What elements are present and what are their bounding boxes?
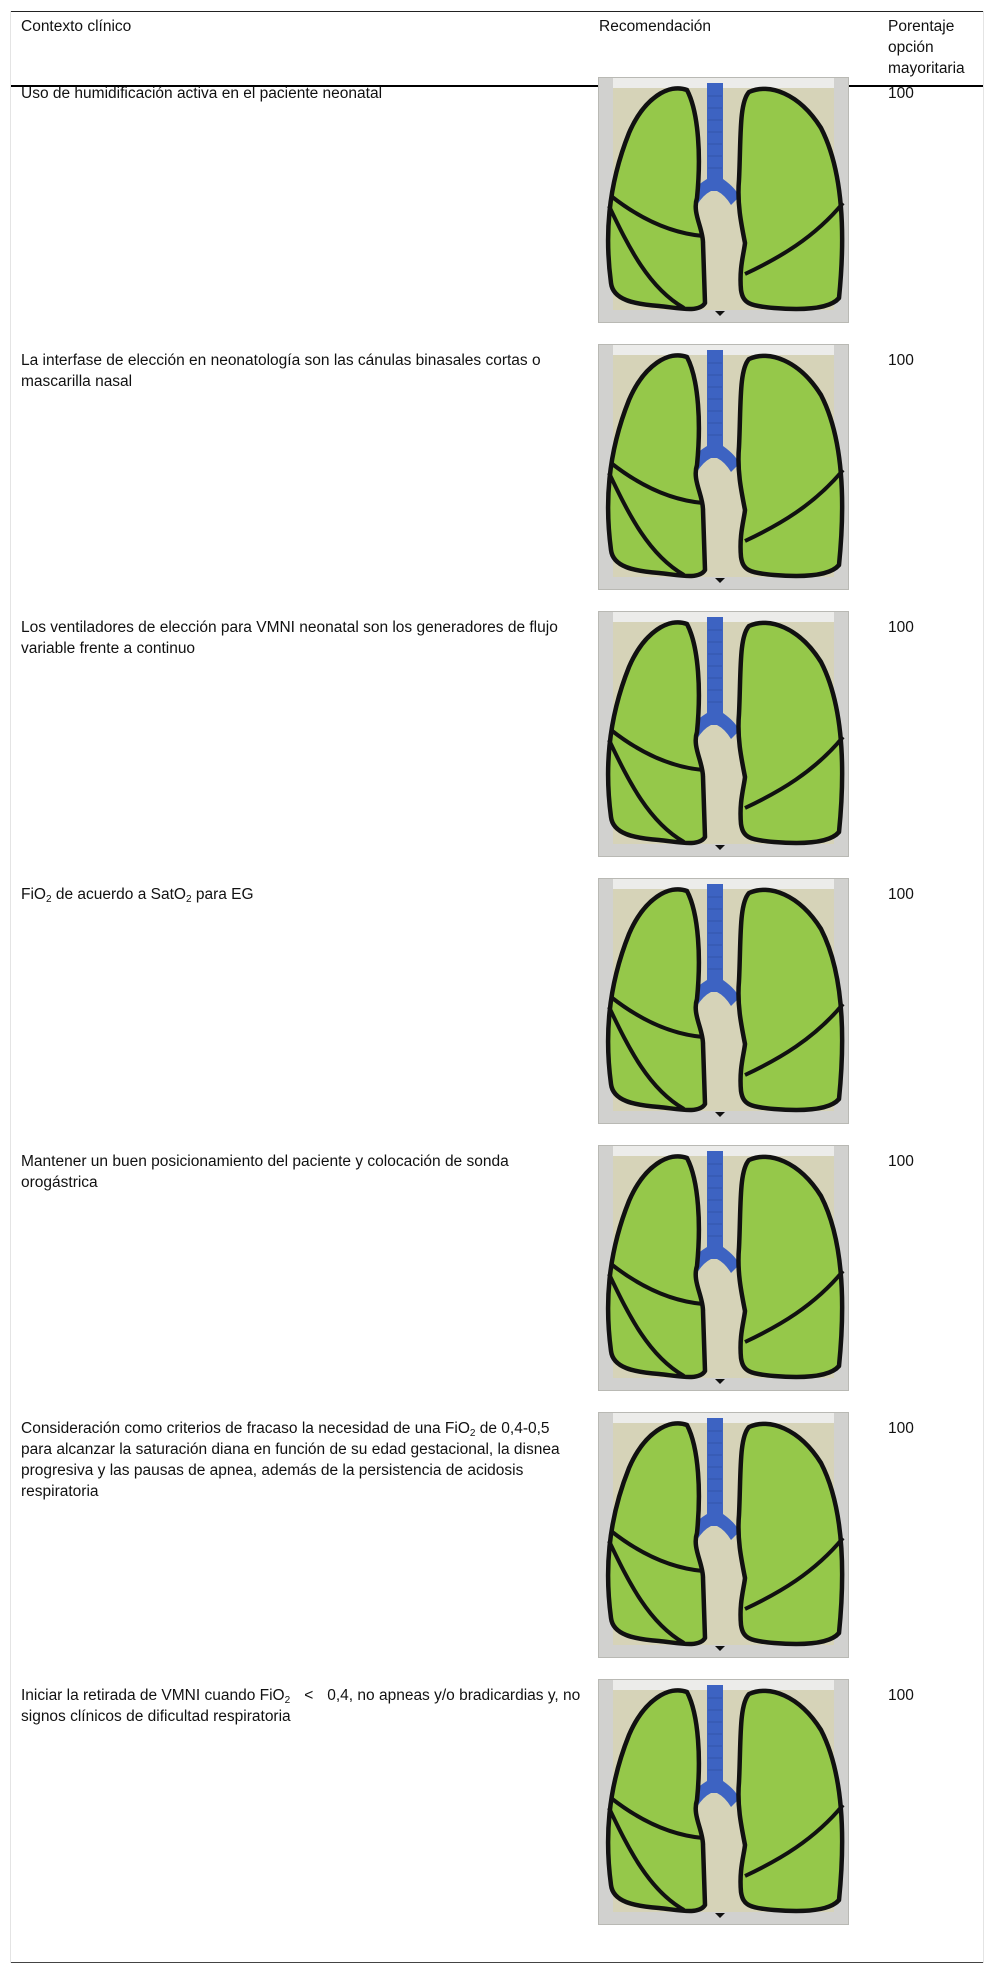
context-cell: Consideración como criterios de fracaso la necesidad de una FiO$_2$ de 0,4-0,5 para alcanzar la saturación diana en función de su edad gestacional, la disnea progresiva y las pausas de apnea, además de la persistencia de acidosis respiratoria <box>21 1420 560 1500</box>
table-bottom-rule <box>11 1962 983 1963</box>
context-cell: Los ventiladores de elección para VMNI neonatal son los generadores de flujo variable frente a continuo <box>21 619 558 657</box>
lungs-icon <box>598 77 849 323</box>
lungs-icon <box>598 1679 849 1925</box>
lungs-icon <box>598 878 849 1124</box>
table-row <box>11 1675 983 1942</box>
table-row <box>11 73 983 340</box>
table-row <box>11 1141 983 1408</box>
header-recommendation: Recomendación <box>599 18 712 35</box>
recommendations-table <box>10 11 984 1963</box>
table-row <box>11 1408 983 1675</box>
header-percentage-line2: opción <box>888 39 934 56</box>
header-percentage-line1: Porentaje <box>888 18 955 35</box>
header-percentage <box>888 16 978 79</box>
table-row <box>11 340 983 607</box>
context-cell: Uso de humidificación activa en el paciente neonatal <box>21 85 383 102</box>
percentage-cell: 100 <box>888 1687 914 1704</box>
lungs-icon <box>598 611 849 857</box>
table-row <box>11 607 983 874</box>
percentage-cell: 100 <box>888 1420 914 1437</box>
context-cell: La interfase de elección en neonatología son las cánulas binasales cortas o mascarilla nasal <box>21 352 541 390</box>
lungs-icon <box>598 344 849 590</box>
percentage-cell: 100 <box>888 886 914 903</box>
lungs-icon <box>598 1412 849 1658</box>
percentage-cell: 100 <box>888 352 914 369</box>
header-context: Contexto clínico <box>21 18 132 35</box>
context-cell: Mantener un buen posicionamiento del paciente y colocación de sonda orogástrica <box>21 1153 509 1191</box>
percentage-cell: 100 <box>888 85 914 102</box>
context-cell: Iniciar la retirada de VMNI cuando FiO$_2$ < 0,4, no apneas y/o bradicardias y, no signos clínicos de dificultad respiratoria <box>21 1687 581 1725</box>
header-percentage-line3: mayoritaria <box>888 60 965 77</box>
percentage-cell: 100 <box>888 619 914 636</box>
percentage-cell: 100 <box>888 1153 914 1170</box>
lungs-icon <box>598 1145 849 1391</box>
table-top-rule <box>11 11 983 12</box>
context-cell: FiO$_2$ de acuerdo a SatO$_2$ para EG <box>21 886 254 905</box>
table-row <box>11 874 983 1141</box>
